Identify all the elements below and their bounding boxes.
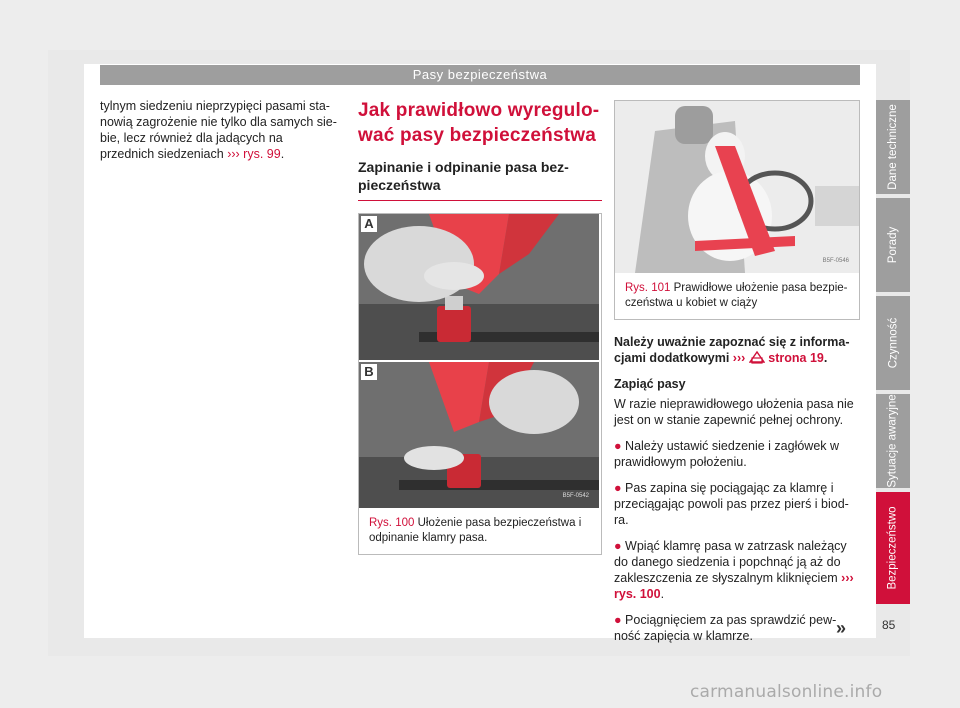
figure-ref: Rys. 101 [625, 282, 671, 294]
figure-panel-b [359, 362, 599, 508]
reference-link[interactable]: rys. 100 [614, 587, 661, 601]
paragraph-text: tylnym siedzeniu nieprzypięci pasami sta-nowią zagrożenie nie tylko dla samych sie-bie, lecz również dla jadących na przednich siedzeniach [100, 99, 337, 161]
figure-101 [614, 100, 860, 320]
buckle-photo-a [359, 214, 599, 360]
tab-sytuacje-awaryjne[interactable]: Sytuacje awaryjne [876, 394, 910, 488]
figure-ref: Rys. 100 [369, 517, 415, 529]
intro-text: W razie nieprawidłowego ułożenia pasa nie jest on w stanie zapewnić pełnej ochrony. [614, 397, 854, 427]
buckle-photo-b [359, 362, 599, 508]
figure-caption [359, 508, 601, 554]
reference-arrow: ››› [841, 571, 854, 585]
page-header: Pasy bezpieczeństwa [100, 65, 860, 85]
paragraph-end: . [280, 147, 285, 161]
bullet-icon: ● [614, 539, 622, 553]
tab-porady[interactable]: Porady [876, 198, 910, 292]
continue-mark: » [836, 618, 847, 638]
section-heading: Jak prawidłowo wyregulo-wać pasy bezpieczeństwa [358, 100, 600, 146]
list-item: ● Pas zapina się pociągając za klamrę i przeciągając powoli pas przez pierś i biod-ra. [614, 481, 849, 527]
list-item: ● Pociągnięciem za pas sprawdzić pew-ność zapięcia w klamrze. [614, 613, 837, 643]
bullet-icon: ● [614, 481, 622, 495]
column-3 [614, 100, 860, 654]
note-text: Należy uważnie zapoznać się z informa-cjami dodatkowymi [614, 335, 850, 365]
section-subheading: Zapinanie i odpinanie pasa bez-pieczeństwa [358, 158, 602, 201]
reference-arrow: ››› [732, 351, 746, 365]
list-item: ● Należy ustawić siedzenie i zagłówek w prawidłowym położeniu. [614, 439, 840, 469]
figure-code: B5F-0542 [562, 493, 589, 499]
tab-bezpieczenstwo[interactable]: Bezpieczeństwo [876, 492, 910, 604]
figure-panel-a [359, 214, 599, 360]
reference-arrow: ››› [227, 147, 240, 161]
panel-label-a: A [361, 216, 377, 232]
column-2 [358, 98, 602, 555]
bullet-icon: ● [614, 439, 622, 453]
caption-text: Prawidłowe ułożenie pasa bezpie-czeństwa u kobiet w ciąży [625, 282, 848, 309]
figure-100 [358, 213, 602, 555]
panel-label-b: B [361, 364, 377, 380]
note-paragraph [614, 334, 860, 366]
reference-link[interactable]: strona 19 [768, 351, 824, 365]
tab-dane-techniczne[interactable]: Dane techniczne [876, 100, 910, 194]
caption-text: Ułożenie pasa bezpieczeństwa i odpinanie klamry pasa. [369, 517, 582, 544]
bullet-icon: ● [614, 613, 622, 627]
note-end: . [823, 351, 828, 365]
column-1 [100, 98, 340, 162]
page-number: 85 [882, 618, 896, 632]
watermark: carmanualsonline.info [690, 682, 883, 702]
figure-code: B5F-0546 [822, 258, 849, 264]
list-item: ● Wpiąć klamrę pasa w zatrzask należący do danego siedzenia i popchnąć ją aż do zakleszczenia ze słyszalnym kliknięciem ››› rys. 100. [614, 539, 854, 601]
pregnant-woman-photo [615, 101, 859, 273]
warning-book-icon [749, 350, 765, 364]
tab-czynnosc[interactable]: Czynność [876, 296, 910, 390]
subsection-title: Zapiąć pasy [614, 377, 686, 391]
reference-link[interactable]: rys. 99 [243, 147, 281, 161]
figure-photo [615, 101, 859, 273]
figure-caption [615, 273, 859, 319]
